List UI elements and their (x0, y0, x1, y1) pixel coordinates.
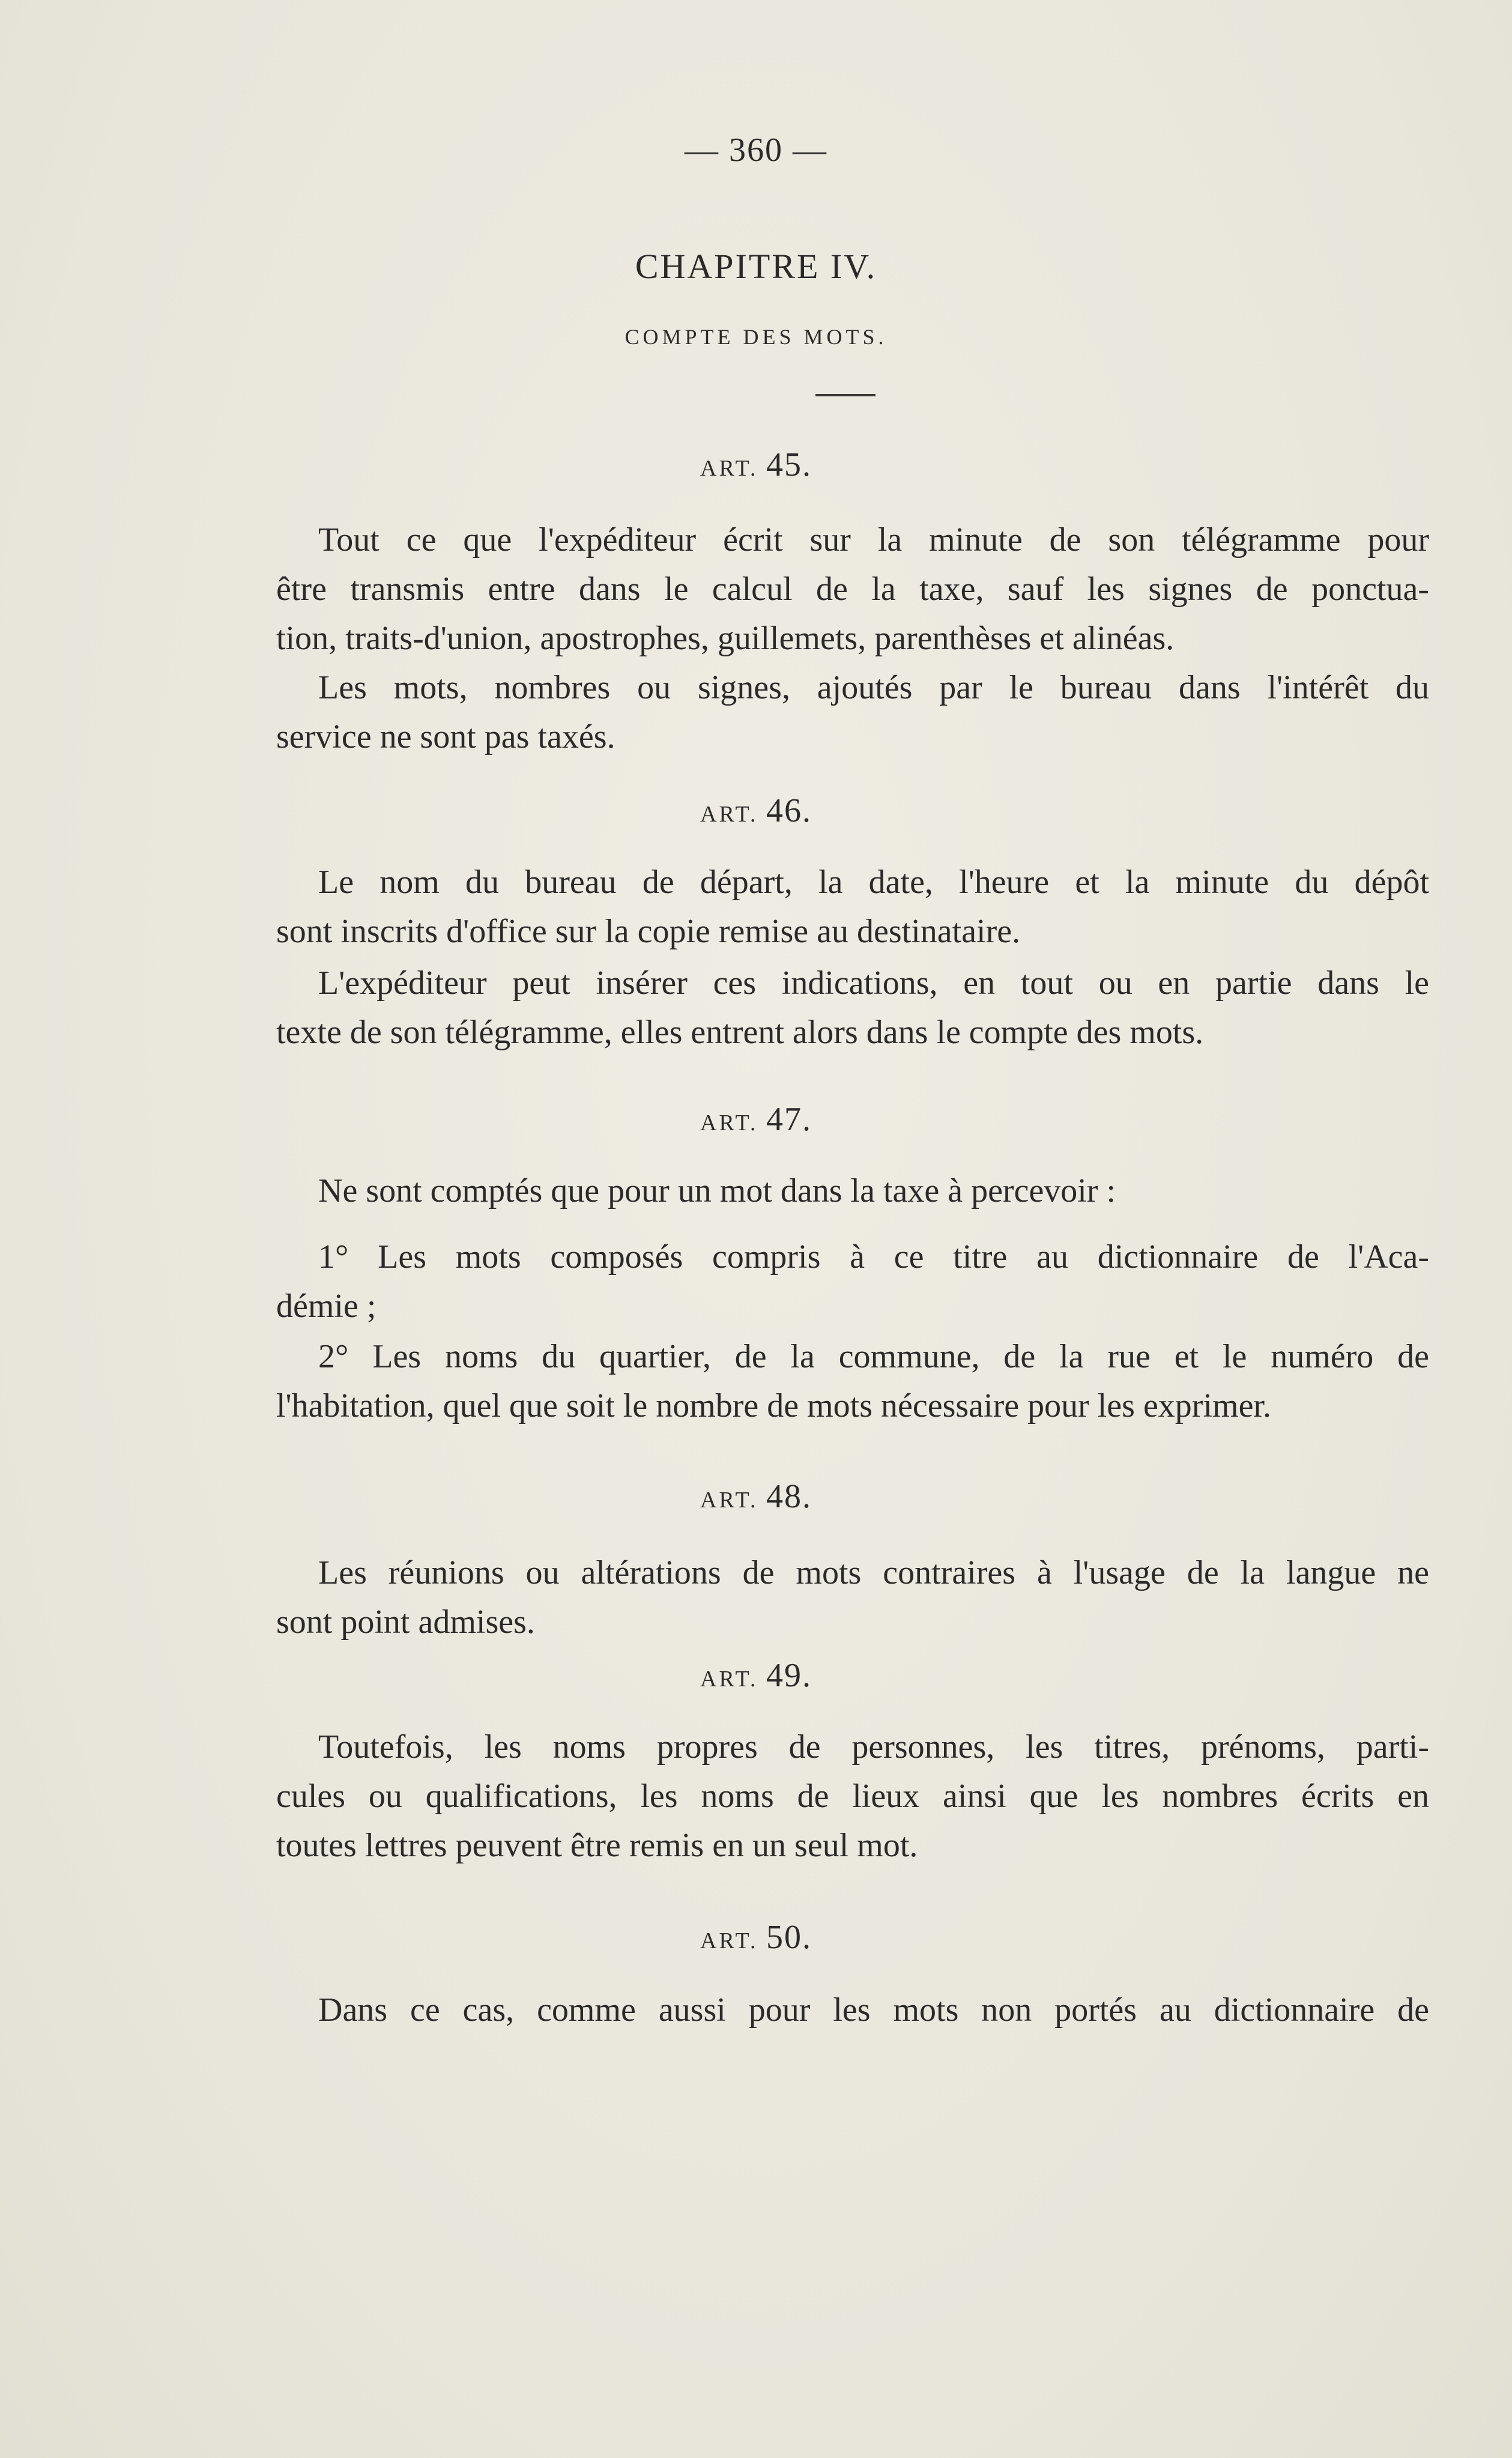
article-number: 45. (766, 446, 812, 483)
text-line: Les réunions ou altérations de mots contraires à l'usage de la langue ne (318, 1554, 1429, 1591)
article-heading-46 (0, 792, 1512, 830)
text-line: Le nom du bureau de départ, la date, l'heure et la minute du dépôt (318, 864, 1429, 901)
article-label: ART. (700, 1666, 758, 1692)
section-divider (815, 394, 875, 396)
text-line: toutes lettres peuvent être remis en un seul mot. (276, 1827, 918, 1864)
text-line: Les mots, nombres ou signes, ajoutés par le bureau dans l'intérêt du (318, 669, 1429, 706)
text-line: Toutefois, les noms propres de personnes, les titres, prénoms, parti- (318, 1728, 1429, 1766)
text-line: L'expéditeur peut insérer ces indications, en tout ou en partie dans le (318, 964, 1429, 1002)
text-line: cules ou qualifications, les noms de lieux ainsi que les nombres écrits en (276, 1778, 1429, 1815)
text-line: Dans ce cas, comme aussi pour les mots non portés au dictionnaire de (318, 1991, 1429, 2029)
article-label: ART. (700, 802, 758, 827)
article-label: ART. (700, 1110, 758, 1136)
article-46-paragraph-1 (276, 858, 1429, 956)
text-line: tion, traits-d'union, apostrophes, guillemets, parenthèses et alinéas. (276, 620, 1175, 657)
article-heading-48 (0, 1477, 1512, 1516)
article-number: 48. (766, 1478, 812, 1515)
article-heading-49 (0, 1656, 1512, 1695)
article-number: 46. (766, 792, 812, 829)
article-47-paragraph-1 (276, 1166, 1429, 1215)
page-number: — 360 — (685, 132, 827, 169)
text-line: sont inscrits d'office sur la copie remise au destinataire. (276, 913, 1021, 950)
article-49-paragraph-1 (276, 1722, 1429, 1870)
text-line: Tout ce que l'expéditeur écrit sur la minute de son télégramme pour (318, 521, 1429, 558)
text-line: Ne sont comptés que pour un mot dans la taxe à percevoir : (318, 1172, 1116, 1209)
article-47-paragraph-2 (276, 1232, 1429, 1331)
article-heading-45 (0, 446, 1512, 484)
article-48-paragraph-1 (276, 1548, 1429, 1647)
article-number: 50. (766, 1919, 812, 1956)
text-line: 1° Les mots composés compris à ce titre au dictionnaire de l'Aca- (318, 1238, 1429, 1276)
text-line: démie ; (276, 1288, 376, 1325)
article-50-paragraph-1 (276, 1985, 1429, 2035)
text-line: sont point admises. (276, 1603, 535, 1641)
text-line: être transmis entre dans le calcul de la taxe, sauf les signes de ponctua- (276, 571, 1429, 608)
article-label: ART. (700, 1488, 758, 1513)
chapter-title: CHAPITRE IV. (635, 247, 877, 286)
text-line: l'habitation, quel que soit le nombre de mots nécessaire pour les exprimer. (276, 1387, 1271, 1424)
article-heading-47 (0, 1100, 1512, 1139)
article-number: 49. (766, 1657, 812, 1694)
article-label: ART. (700, 1928, 758, 1954)
text-line: 2° Les noms du quartier, de la commune, de la rue et le numéro de (318, 1338, 1429, 1375)
article-45-paragraph-1 (276, 515, 1429, 663)
article-label: ART. (700, 456, 758, 481)
article-45-paragraph-2 (276, 663, 1429, 761)
text-line: texte de son télégramme, elles entrent alors dans le compte des mots. (276, 1014, 1204, 1051)
text-line: service ne sont pas taxés. (276, 718, 615, 755)
article-number: 47. (766, 1101, 812, 1138)
article-heading-50 (0, 1918, 1512, 1957)
article-46-paragraph-2 (276, 958, 1429, 1057)
article-47-paragraph-3 (276, 1332, 1429, 1430)
chapter-subtitle: COMPTE DES MOTS. (624, 325, 888, 349)
